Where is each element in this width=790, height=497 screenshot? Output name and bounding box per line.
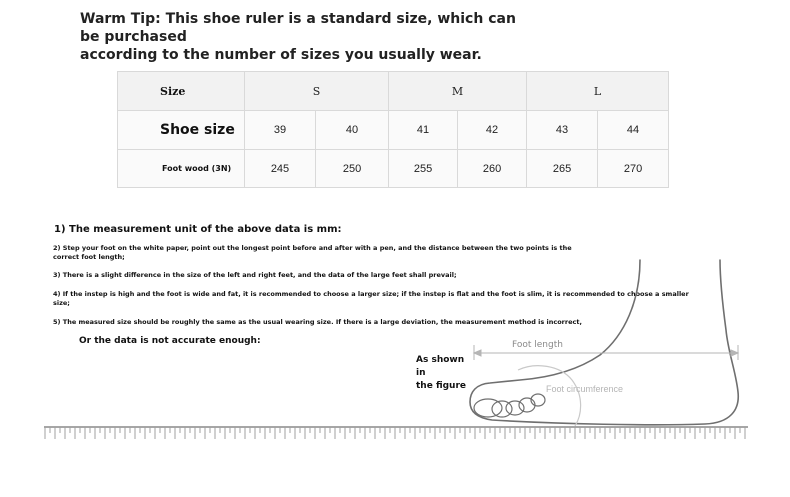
foot-length-cell: 245 xyxy=(245,150,316,188)
foot-length-cell: 265 xyxy=(527,150,598,188)
size-row-label: Size xyxy=(118,72,245,111)
foot-length-cell: 250 xyxy=(316,150,389,188)
figure-label-line-1: As shown in xyxy=(416,355,465,378)
shoe-size-row-label: Shoe size xyxy=(118,111,245,150)
foot-circumference-label: Foot circumference xyxy=(546,384,624,394)
foot-length-cell: 260 xyxy=(458,150,527,188)
foot-outline xyxy=(470,260,738,425)
measurement-note-2: 2) Step your foot on the white paper, point out the longest point before and after with a pen, and the distance between the two points is the correct foot length; xyxy=(53,244,572,261)
measurement-note-5: 5) The measured size should be roughly the same as the usual wearing size. If there is a large deviation, the measurement method is incorrect, xyxy=(53,318,582,326)
toe-outlines xyxy=(474,394,545,417)
foot-length-cell: 255 xyxy=(389,150,458,188)
foot-length-label: Foot length xyxy=(512,340,563,350)
warm-tip-line-2: according to the number of sizes you usually wear. xyxy=(80,47,482,63)
warm-tip-line-1: Warm Tip: This shoe ruler is a standard size, which can be purchased xyxy=(80,11,516,45)
shoe-size-cell: 43 xyxy=(527,111,598,150)
size-cell-l: L xyxy=(527,72,669,111)
measurement-note-4: 4) If the instep is high and the foot is wide and fat, it is recommended to choose a larger size; if the instep is flat and the foot is slim, it is recommended to choose a smaller size; xyxy=(53,290,689,307)
shoe-size-cell: 41 xyxy=(389,111,458,150)
measurement-notes-title: 1) The measurement unit of the above data is mm: xyxy=(54,224,342,235)
size-cell-s: S xyxy=(245,72,389,111)
shoe-size-cell: 42 xyxy=(458,111,527,150)
foot-length-cell: 270 xyxy=(598,150,669,188)
figure-label-line-2: the figure xyxy=(416,381,467,391)
shoe-size-cell: 39 xyxy=(245,111,316,150)
shoe-size-cell: 44 xyxy=(598,111,669,150)
foot-length-row-label: Foot wood (3N) xyxy=(118,150,245,188)
closing-note: Or the data is not accurate enough: xyxy=(79,336,261,346)
measurement-note-3: 3) There is a slight difference in the size of the left and right feet, and the data of the large feet shall prevail; xyxy=(53,271,457,279)
ruler xyxy=(44,427,748,439)
foot-circumference-line xyxy=(518,366,581,426)
size-cell-m: M xyxy=(389,72,527,111)
shoe-size-cell: 40 xyxy=(316,111,389,150)
